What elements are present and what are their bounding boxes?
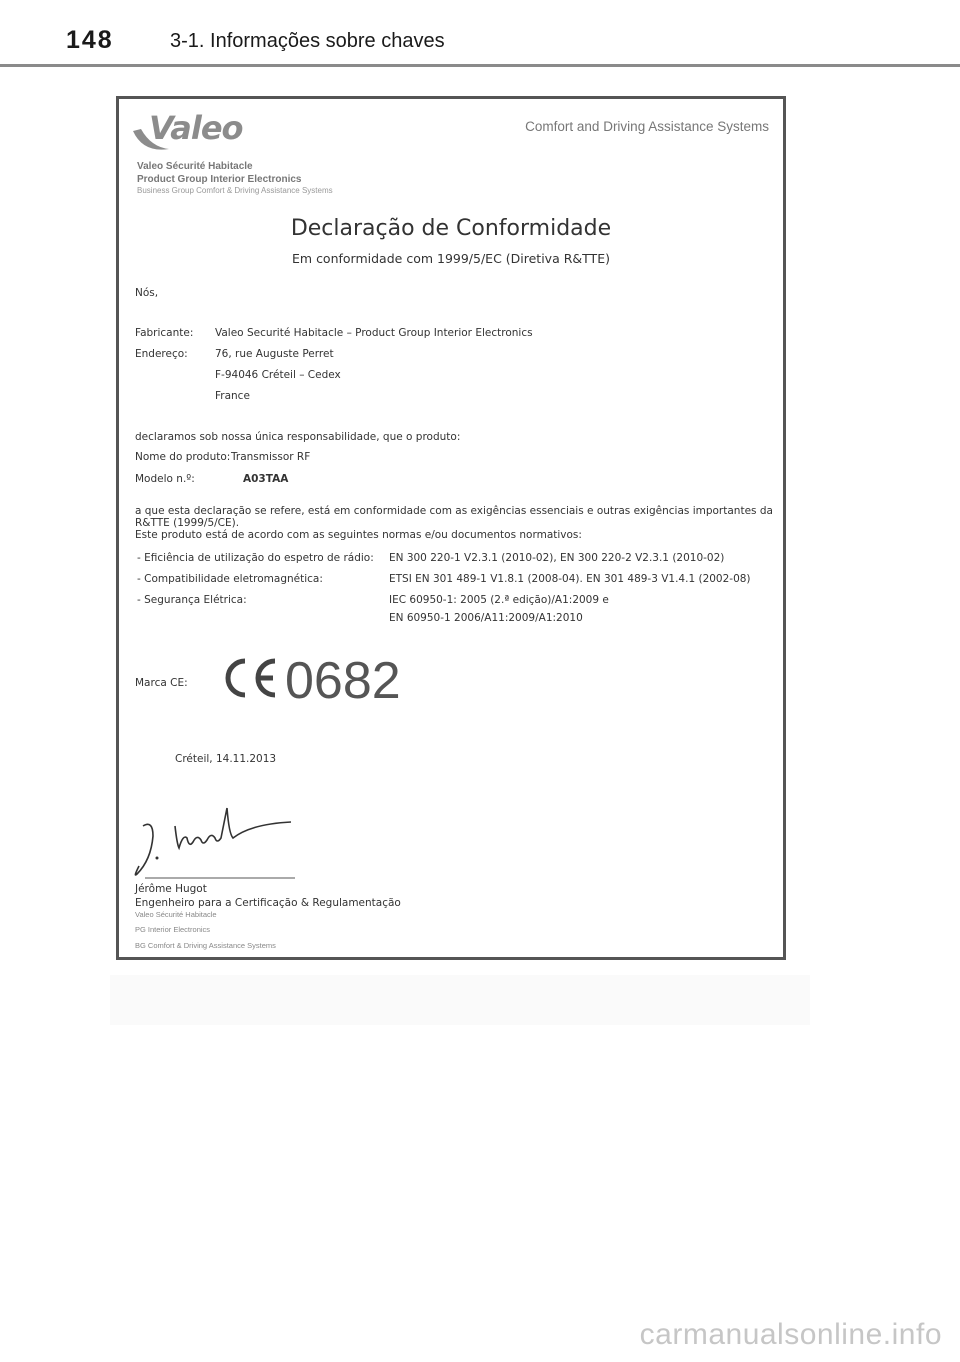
standard-value-2: ETSI EN 301 489-1 V1.8.1 (2008-04). EN 301 489-3 V1.4.1 (2002-08) [389,573,751,585]
standard-label-2: - Compatibilidade eletromagnética: [137,573,323,585]
standard-value-3: IEC 60950-1: 2005 (2.ª edição)/A1:2009 e [389,594,609,606]
logo-text: Valeo [149,109,243,147]
image-shadow [110,975,810,1025]
signer-org-2: PG Interior Electronics [135,925,211,934]
signer-name: Jérôme Hugot [135,883,207,895]
document-subtitle: Em conformidade com 1999/5/EC (Diretiva R&TTE) [292,251,610,266]
address-line-1: 76, rue Auguste Perret [215,348,334,360]
valeo-logo [129,105,243,157]
ce-number: 0682 [285,652,401,710]
watermark: carmanualsonline.info [639,1318,942,1351]
signer-org-3: BG Comfort & Driving Assistance Systems [135,941,276,950]
conformity-declaration-image [116,96,786,960]
declaration-text: declaramos sob nossa única responsabilidade, que o produto: [135,431,461,443]
standard-label-1: - Eficiência de utilização do espetro de rádio: [137,552,374,564]
ce-label: Marca CE: [135,677,188,689]
company-line-3: Business Group Comfort & Driving Assistance Systems [137,186,333,195]
page-number: 148 [66,26,114,54]
product-label: Nome do produto: [135,451,231,463]
place-date: Créteil, 14.11.2013 [175,753,277,765]
manufacturer-value: Valeo Securité Habitacle – Product Group Interior Electronics [215,327,533,339]
model-label: Modelo n.º: [135,473,195,485]
address-label: Endereço: [135,348,188,360]
chapter-title: 3-1. Informações sobre chaves [170,30,445,52]
standards-intro: Este produto está de acordo com as seguintes normas e/ou documentos normativos: [135,529,582,541]
signer-title: Engenheiro para a Certificação & Regulamentação [135,897,401,909]
page-header [0,0,960,70]
we-text: Nós, [135,287,159,299]
address-line-2: F-94046 Créteil – Cedex [215,369,341,381]
standard-value-1: EN 300 220-1 V2.3.1 (2010-02), EN 300 220-2 V2.3.1 (2010-02) [389,552,725,564]
document-title: Declaração de Conformidade [290,216,612,241]
header-rule [0,64,960,67]
manufacturer-label: Fabricante: [135,327,194,339]
model-value: A03TAA [243,473,289,485]
signer-org-1: Valeo Sécurité Habitacle [135,910,217,919]
tagline: Comfort and Driving Assistance Systems [525,119,769,134]
address-line-3: France [215,390,250,402]
standard-label-3: - Segurança Elétrica: [137,594,247,606]
product-value: Transmissor RF [231,451,311,463]
company-line-1: Valeo Sécurité Habitacle [137,161,253,172]
standard-value-3b: EN 60950-1 2006/A11:2009/A1:2010 [389,612,583,624]
ce-mark-icon [217,655,281,701]
signature-icon [131,804,301,882]
company-line-2: Product Group Interior Electronics [137,174,302,185]
conformity-text: a que esta declaração se refere, está em conformidade com as exigências essenciais e outras exigências importantes da R&TTE (1999/5/CE). [135,505,773,529]
